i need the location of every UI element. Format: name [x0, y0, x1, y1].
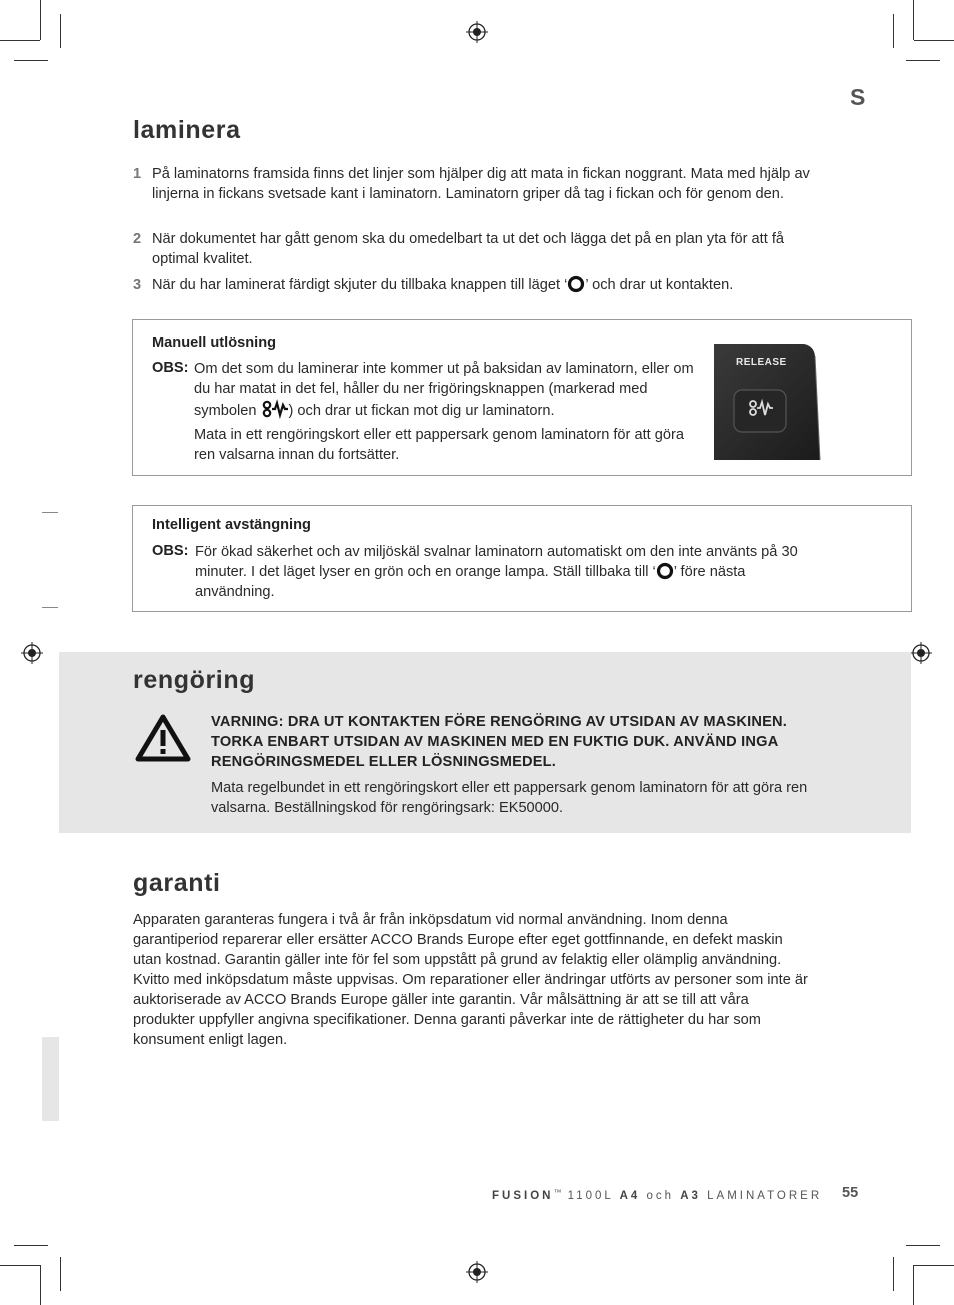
box-title: Manuell utlösning: [152, 335, 277, 351]
warranty-paragraph: Apparaten garanteras fungera i två år från inköpsdatum vid normal användning. Inom denna garantiperiod reparerar eller ersätter ACCO Brands Europe efter eget gottfinnande, en defekt maskin utan kostnad. Garantin gäller inte för fel som uppstått på grund av felaktig eller olämplig användning. Kvitto med inköpsdatum måste uppvisas. Om reparationer eller ändringar utförts av personer som inte är auktoriserade av ACCO Brands Europe gäller inte garantin. Vår målsättning är att se till att våra produkter uppfyller angivna specifikationer. Denna garanti påverkar inte de rättigheter du har som konsument enligt lagen.: [133, 912, 808, 1048]
registration-mark-icon: [910, 642, 932, 664]
note-paragraph: Mata in ett rengöringskort eller ett pappersark genom laminatorn för att göra ren valsarna innan du fortsätter.: [194, 427, 684, 463]
section-heading-garanti: garanti: [133, 869, 221, 897]
footer-product-line: FUSION™ 1100L A4 och A3 LAMINATORER: [492, 1188, 823, 1202]
section-heading-laminera: laminera: [133, 116, 241, 144]
note-paragraph: Om det som du laminerar inte kommer ut på baksidan av laminatorn, eller om du har matat in det fel, håller du ner frigöringsknappen (markerad med symbolen ) och drar ut fickan mot dig ur laminatorn.: [194, 361, 694, 419]
obs-label: OBS:: [152, 360, 189, 376]
side-tab: [42, 1037, 59, 1121]
warning-triangle-icon: [135, 713, 191, 763]
page-number: 55: [842, 1185, 859, 1201]
list-item: 3 När du har laminerat färdigt skjuter du tillbaka knappen till läget ‘ ’ och drar ut kontakten.: [133, 277, 734, 293]
off-circle-icon: [567, 275, 585, 293]
registration-mark-icon: [21, 642, 43, 664]
off-circle-icon: [656, 562, 674, 580]
language-tab: S: [850, 84, 866, 110]
release-label: RELEASE: [736, 357, 787, 368]
note-box-auto-shutoff: [132, 505, 912, 612]
registration-mark-icon: [466, 1261, 488, 1283]
cleaning-paragraph: Mata regelbundet in ett rengöringskort eller ett pappersark genom laminatorn för att göra ren valsarna. Beställningskod för rengöringsark: EK50000.: [211, 780, 808, 816]
note-paragraph: För ökad säkerhet och av miljöskäl svalnar laminatorn automatiskt om den inte använts på 30 minuter. I det läget lyser en grön och en orange lampa. Ställ tillbaka till ‘ ’ före nästa användning.: [195, 544, 798, 600]
section-heading-rengoring: rengöring: [133, 666, 256, 694]
obs-label: OBS:: [152, 543, 189, 559]
list-item: 2 När dokumentet har gått genom ska du omedelbart ta ut det och lägga det på en plan yta för att få optimal kvalitet.: [133, 231, 784, 267]
box-title: Intelligent avstängning: [152, 517, 311, 533]
note-box-manual-release: [132, 319, 912, 476]
registration-mark-icon: [466, 21, 488, 43]
release-button-image: [714, 344, 821, 460]
list-item: 1 På laminatorns framsida finns det linjer som hjälper dig att mata in fickan noggrant. Mata med hjälp av linjerna in fickans svetsade kant i laminatorn. Laminatorn griper då tag i fickan och för genom den.: [133, 166, 810, 202]
warning-text: VARNING: DRA UT KONTAKTEN FÖRE RENGÖRING AV UTSIDAN AV MASKINEN. TORKA ENBART UTSIDAN AV MASKINEN MED EN FUKTIG DUK. ANVÄND INGA RENGÖRINGSMEDEL ELLER LÖSNINGSMEDEL.: [211, 714, 788, 770]
release-symbol-icon: [261, 399, 289, 419]
